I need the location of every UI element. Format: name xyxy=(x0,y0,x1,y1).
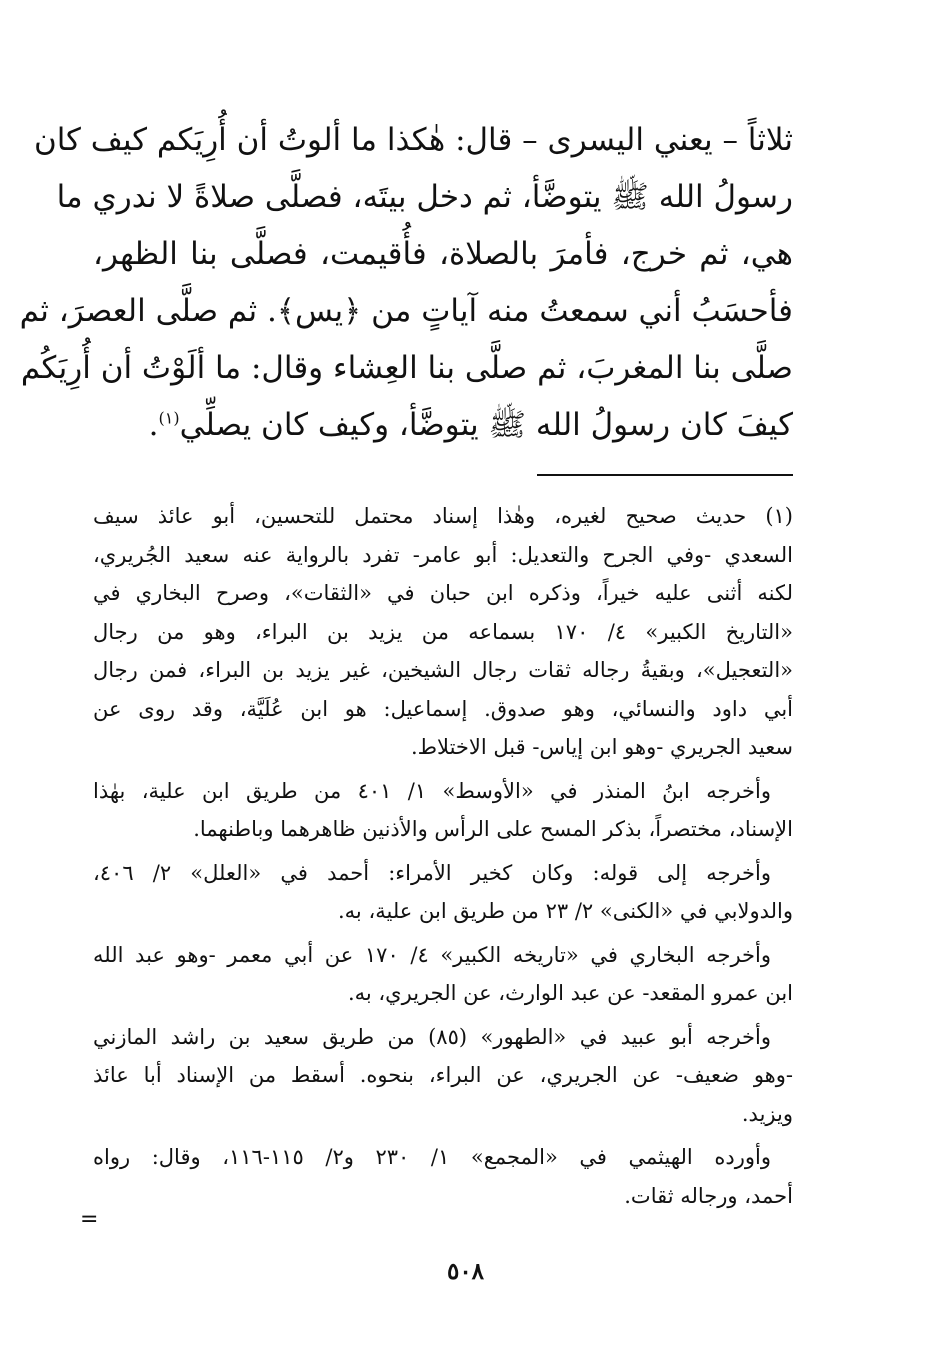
footnote-line: ويزيد. xyxy=(741,1101,793,1126)
main-line: رسولُ الله ﷺ يتوضَّأ، ثم دخل بيتَه، فصلَّى صلاةً لا ندري ما xyxy=(56,179,793,215)
main-line-last xyxy=(93,397,793,454)
footnote-line: (١) حديث صحيح لغيره، وهٰذا إسناد محتمل للتحسين، أبو عائذ سيف xyxy=(93,504,793,528)
footnote-separator xyxy=(537,474,793,476)
footnote-line: -وهو ضعيف- عن الجريري، عن البراء، بنحوه. أسقط من الإسناد أبا عائذ xyxy=(93,1063,793,1087)
footnote-paragraph xyxy=(93,772,793,849)
footnote-line: وأخرجه إلى قوله: وكان كخير الأمراء: أحمد في «العلل» ٢/ ٤٠٦، xyxy=(93,860,771,885)
main-line-text: كيفَ كان رسولُ الله ﷺ يتوضَّأ، وكيف كان يصلِّي xyxy=(179,407,793,443)
main-line: فأحسَبُ أني سمعتُ منه آياتٍ من ﴿يس﴾. ثم صلَّى العصرَ، ثم xyxy=(19,293,793,329)
footnote-line: لكنه أثنى عليه خيراً، وذكره ابن حبان في «الثقات»، وصرح البخاري في xyxy=(93,581,793,605)
footnote-paragraph xyxy=(93,1018,793,1134)
footnote-line: الإسناد، مختصراً، بذكر المسح على الرأس والأذنين ظاهرهما وباطنهما. xyxy=(193,817,793,841)
footnote-paragraph xyxy=(93,854,793,931)
footnote-line: ابن عمرو المقعد- عن عبد الوارث، عن الجريري، به. xyxy=(347,981,793,1005)
main-line: ثلاثاً – يعني اليسرى – قال: هٰكذا ما ألوتُ أن أُرِيَكم كيف كان xyxy=(33,122,793,158)
main-line-end: . xyxy=(148,407,159,443)
footnote-line: «التعجيل»، وبقيةُ رجاله ثقات رجال الشيخين، غير يزيد بن البراء، فمن رجال xyxy=(93,658,793,682)
main-text-block xyxy=(19,112,793,454)
footnote-marker: (١) xyxy=(158,408,180,428)
footnote-line: أحمد، ورجاله ثقات. xyxy=(624,1183,793,1208)
footnote-paragraph xyxy=(93,1138,793,1215)
footnote-line: «التاريخ الكبير» ٤/ ١٧٠ بسماعه من يزيد بن البراء، وهو من رجال xyxy=(93,619,793,644)
footnote-line: وأورده الهيثمي في «المجمع» ١/ ٢٣٠ و٢/ ١١٥-١١٦، وقال: رواه xyxy=(93,1145,771,1169)
page-number: ٥٠٨ xyxy=(446,1258,485,1285)
main-line: صلَّى بنا المغربَ، ثم صلَّى بنا العِشاء وقال: ما ألَوْتُ أن أُرِيَكُم xyxy=(20,350,793,386)
footnote-line: السعدي -وفي الجرح والتعديل: أبو عامر- تفرد بالرواية عنه سعيد الجُريري، xyxy=(93,542,793,567)
footnote-line: وأخرجه ابنُ المنذر في «الأوسط» ١/ ٤٠١ من طريق ابن علية، بهٰذا xyxy=(93,778,771,803)
footnote-line: أبي داود والنسائي، وهو صدوق. إسماعيل: هو ابن عُلَيَّة، وقد روى عن xyxy=(93,696,793,721)
footnote-line: والدولابي في «الكنى» ٢/ ٢٣ من طريق ابن علية، به. xyxy=(338,899,793,923)
footnotes-block xyxy=(93,497,793,1220)
footnote-line: وأخرجه أبو عبيد في «الطهور» (٨٥) من طريق سعيد بن راشد المازني xyxy=(93,1024,771,1049)
footnote-paragraph xyxy=(93,936,793,1013)
footnote-paragraph xyxy=(93,497,793,767)
continuation-mark: = xyxy=(80,1207,99,1232)
footnote-line: سعيد الجريري -وهو ابن إياس- قبل الاختلاط. xyxy=(410,735,793,759)
main-line: هي، ثم خرج، فأمرَ بالصلاة، فأُقيمت، فصلَّى بنا الظهر، xyxy=(93,236,793,272)
footnote-line: وأخرجه البخاري في «تاريخه الكبير» ٤/ ١٧٠ عن أبي معمر -وهو عبد الله xyxy=(93,942,771,967)
